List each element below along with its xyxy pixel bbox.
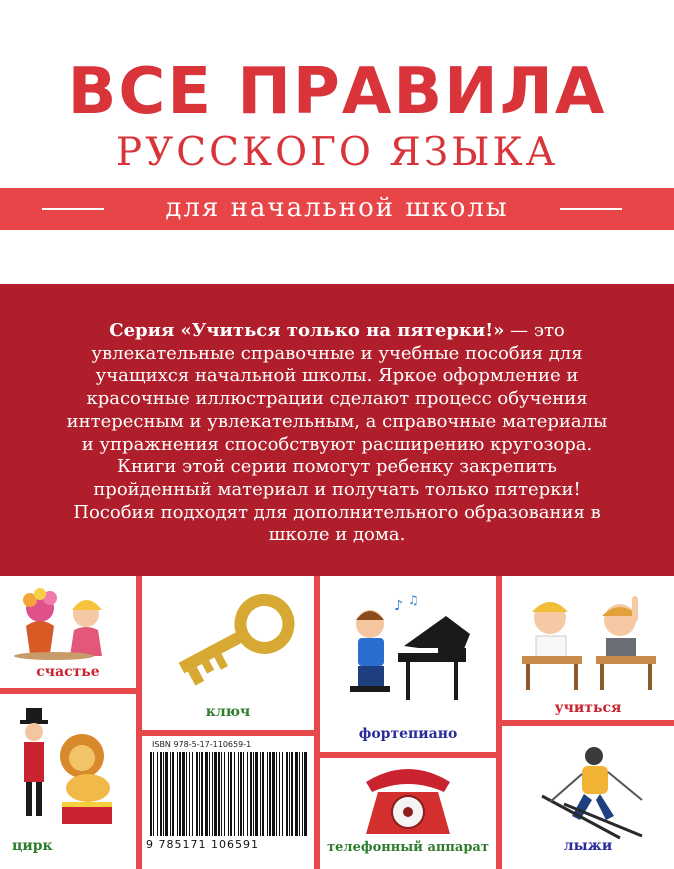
card-skiing — [502, 726, 674, 869]
card-key — [142, 576, 314, 730]
series-name: Серия «Учиться только на пятерки!» — [109, 320, 505, 341]
label-circus: цирк — [12, 838, 53, 854]
label-skiing: лыжи — [563, 838, 613, 854]
description-body: — это увлекательные справочные и учебные пособия для учащихся начальной школы. Яркое оформление и красочные иллюстрации сделают процесс обучения интересным и увлекательным, а справочные материалы и упражнения способствуют расширению кругозора. Книги этой серии помогут ребенку закрепить пройденный материал и получать только пятерки! Пособия подходят для дополнительного образования в школе и дома. — [66, 320, 608, 546]
card-happiness — [0, 576, 136, 688]
rotary-telephone-icon — [360, 762, 456, 840]
barcode-graphic — [146, 752, 310, 838]
card-piano — [320, 576, 496, 752]
card-telephone — [320, 758, 496, 869]
skier-icon — [522, 742, 652, 838]
boy-playing-piano-icon — [346, 594, 476, 712]
description-text — [60, 320, 614, 547]
label-happiness: счастье — [36, 664, 100, 680]
lion-tamer-icon — [12, 704, 124, 828]
label-key: ключ — [205, 704, 251, 720]
card-study — [502, 576, 674, 720]
isbn-text: ISBN 978-5-17-110659-1 — [152, 740, 252, 749]
key-icon — [156, 596, 306, 696]
svg-text:♪: ♪ — [394, 598, 403, 614]
card-circus — [0, 694, 136, 869]
label-study: учиться — [554, 700, 622, 716]
subtitle: для начальной школы — [165, 193, 509, 223]
label-piano: фортепиано — [358, 726, 458, 742]
children-at-desks-icon — [512, 590, 666, 694]
girl-with-flowers-icon — [10, 586, 120, 661]
label-telephone: телефонный аппарат — [327, 840, 489, 855]
svg-text:♫: ♫ — [408, 593, 419, 607]
title-line-2: РУССКОГО ЯЗЫКА — [115, 130, 559, 175]
title-line-1: ВСЕ ПРАВИЛА — [67, 55, 607, 129]
ean-digits: 9 785171 106591 — [146, 838, 259, 851]
